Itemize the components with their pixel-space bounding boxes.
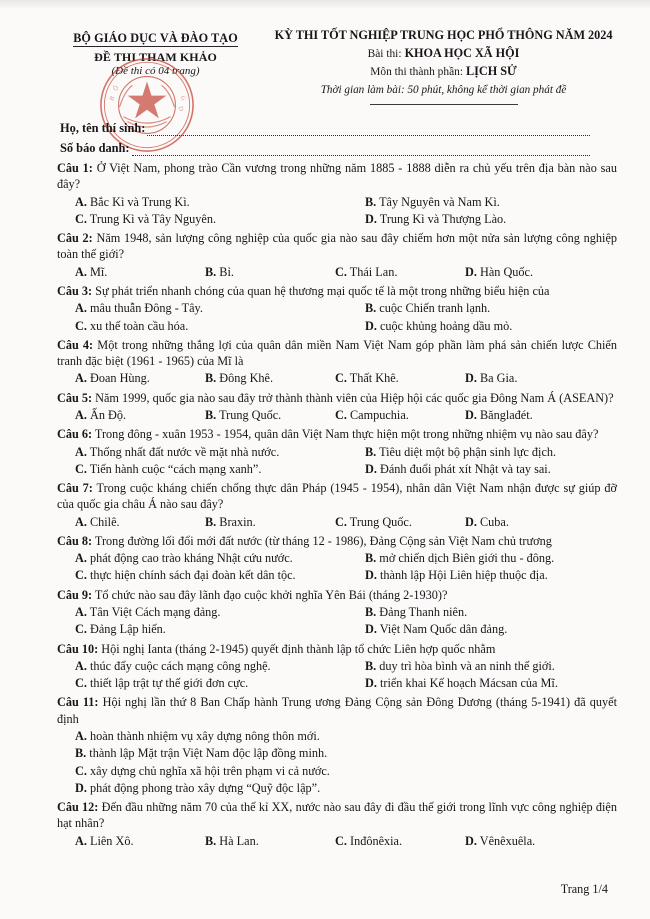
answer-option[interactable] bbox=[75, 658, 365, 674]
answer-option[interactable] bbox=[365, 658, 617, 674]
option-text: Trung Quốc. bbox=[219, 407, 282, 422]
page-footer: Trang 1/4 bbox=[560, 882, 608, 896]
question-number: Câu 10: bbox=[57, 641, 99, 656]
option-key: D. bbox=[365, 568, 377, 583]
answer-option[interactable] bbox=[75, 728, 617, 744]
question-item bbox=[57, 694, 617, 796]
option-text: Tân Việt Cách mạng đảng. bbox=[89, 605, 221, 620]
option-key: B. bbox=[205, 514, 217, 529]
option-key: D. bbox=[365, 211, 377, 226]
svg-text:Ộ: Ộ bbox=[111, 84, 121, 93]
candidate-name-fill-line[interactable] bbox=[147, 135, 590, 136]
option-text: Bănglađét. bbox=[479, 407, 533, 422]
subject-group-line bbox=[263, 46, 624, 62]
answer-option[interactable] bbox=[335, 264, 465, 280]
candidate-number-row bbox=[60, 138, 590, 158]
option-key: C. bbox=[75, 763, 87, 778]
option-text: mở chiến dịch Biên giới thu - đông. bbox=[379, 551, 555, 566]
component-subject-line bbox=[263, 64, 624, 80]
answer-option[interactable] bbox=[75, 621, 365, 637]
option-group bbox=[57, 300, 617, 334]
option-text: Hà Lan. bbox=[219, 833, 259, 848]
option-key: D. bbox=[365, 622, 377, 637]
option-key: B. bbox=[205, 833, 217, 848]
question-item bbox=[57, 426, 617, 477]
option-text: Bỉ. bbox=[219, 264, 234, 279]
question-item bbox=[57, 641, 617, 692]
candidate-number-fill-line[interactable] bbox=[132, 155, 590, 156]
option-text: Cuba. bbox=[479, 514, 509, 529]
option-text: Chilê. bbox=[89, 514, 120, 529]
option-group bbox=[57, 728, 617, 796]
option-text: Thái Lan. bbox=[349, 264, 398, 279]
question-stem bbox=[57, 160, 617, 193]
option-text: thực hiện chính sách đại đoàn kết dân tộc. bbox=[89, 568, 296, 583]
option-text: Liên Xô. bbox=[89, 833, 134, 848]
option-text: phát động phong trào xây dựng “Quỹ độc lập”. bbox=[89, 780, 321, 795]
option-key: A. bbox=[75, 551, 87, 566]
option-group bbox=[57, 407, 617, 423]
option-group bbox=[57, 444, 617, 478]
option-key: B. bbox=[365, 194, 377, 209]
option-text: Đảng Thanh niên. bbox=[379, 605, 468, 620]
answer-option[interactable] bbox=[205, 407, 335, 423]
option-key: B. bbox=[365, 301, 377, 316]
option-group bbox=[57, 264, 617, 280]
question-text: Sự phát triển nhanh chóng của quan hệ thương mại quốc tế là một trong những biểu hiện của bbox=[95, 283, 550, 298]
answer-option[interactable] bbox=[75, 318, 365, 334]
question-item bbox=[57, 337, 617, 387]
option-text: Trung Kì và Thượng Lào. bbox=[379, 211, 507, 226]
option-key: D. bbox=[465, 514, 477, 529]
question-item bbox=[57, 799, 617, 849]
option-text: cuộc Chiến tranh lạnh. bbox=[379, 301, 491, 316]
option-key: C. bbox=[335, 264, 347, 279]
option-text: Mĩ. bbox=[89, 264, 108, 279]
answer-option[interactable] bbox=[365, 194, 617, 210]
answer-option[interactable] bbox=[335, 514, 465, 530]
option-key: B. bbox=[205, 407, 217, 422]
option-group bbox=[57, 833, 617, 849]
answer-option[interactable] bbox=[75, 604, 365, 620]
answer-option[interactable] bbox=[75, 745, 617, 761]
question-stem bbox=[57, 641, 617, 657]
option-text: Bắc Kì và Trung Kì. bbox=[89, 194, 190, 209]
question-number: Câu 6: bbox=[57, 427, 93, 442]
question-number: Câu 4: bbox=[57, 337, 94, 352]
option-group bbox=[57, 658, 617, 692]
option-key: A. bbox=[75, 264, 87, 279]
option-key: B. bbox=[205, 371, 217, 386]
option-text: Vênêxuêla. bbox=[479, 833, 536, 848]
question-stem bbox=[57, 694, 617, 727]
option-text: phát động cao trào kháng Nhật cứu nước. bbox=[89, 551, 293, 566]
option-text: xây dựng chủ nghĩa xã hội trên phạm vi cả nước. bbox=[89, 763, 330, 778]
option-group bbox=[57, 550, 617, 584]
question-stem bbox=[57, 426, 617, 442]
option-key: B. bbox=[75, 746, 87, 761]
answer-option[interactable] bbox=[365, 300, 617, 316]
candidate-number-label: Số báo danh: bbox=[60, 141, 130, 156]
option-key: A. bbox=[75, 194, 87, 209]
option-key: D. bbox=[465, 833, 477, 848]
header-left-block bbox=[48, 28, 263, 79]
answer-option[interactable] bbox=[335, 370, 465, 386]
answer-option[interactable] bbox=[365, 211, 617, 227]
exam-title: KỲ THI TỐT NGHIỆP TRUNG HỌC PHỔ THÔNG NĂM 2024 bbox=[274, 28, 613, 42]
option-key: B. bbox=[365, 551, 377, 566]
option-group bbox=[57, 370, 617, 386]
question-stem bbox=[57, 480, 617, 513]
answer-option[interactable] bbox=[75, 444, 365, 460]
answer-option[interactable] bbox=[75, 763, 617, 779]
option-text: duy trì hòa bình và an ninh thế giới. bbox=[379, 658, 555, 673]
question-number: Câu 2: bbox=[57, 231, 93, 246]
question-stem bbox=[57, 390, 617, 406]
answer-option[interactable] bbox=[335, 833, 465, 849]
option-text: Việt Nam Quốc dân đảng. bbox=[379, 622, 508, 637]
question-text: Năm 1999, quốc gia nào sau đây trở thành thành viên của Hiệp hội các quốc gia Đông Nam Á (ASEAN)? bbox=[95, 390, 614, 405]
option-key: A. bbox=[75, 658, 87, 673]
option-key: D. bbox=[365, 318, 377, 333]
option-key: A. bbox=[75, 729, 87, 743]
option-key: A. bbox=[75, 371, 87, 386]
answer-option[interactable] bbox=[75, 461, 365, 477]
question-item bbox=[57, 390, 617, 424]
answer-option[interactable] bbox=[365, 675, 617, 691]
question-list bbox=[57, 160, 617, 852]
answer-option[interactable] bbox=[75, 833, 205, 849]
candidate-info-block bbox=[60, 118, 590, 158]
option-text: Thống nhất đất nước về mặt nhà nước. bbox=[89, 444, 280, 459]
option-key: D. bbox=[465, 371, 477, 386]
option-text: triển khai Kế hoạch Mácsan của Mĩ. bbox=[379, 676, 558, 691]
answer-option[interactable] bbox=[75, 780, 617, 796]
component-subject-label: Môn thi thành phần: bbox=[370, 65, 463, 78]
answer-option[interactable] bbox=[205, 833, 335, 849]
question-number: Câu 12: bbox=[57, 800, 99, 815]
option-key: A. bbox=[75, 514, 87, 529]
question-item bbox=[57, 160, 617, 227]
option-text: Tiến hành cuộc “cách mạng xanh”. bbox=[89, 461, 262, 476]
option-text: Braxin. bbox=[219, 514, 256, 529]
option-text: xu thế toàn cầu hóa. bbox=[89, 318, 189, 333]
question-item bbox=[57, 230, 617, 280]
candidate-name-label: Họ, tên thí sinh: bbox=[60, 121, 146, 135]
answer-option[interactable] bbox=[75, 264, 205, 280]
option-text: Ba Gia. bbox=[479, 371, 518, 386]
answer-option[interactable] bbox=[365, 444, 617, 460]
option-key: C. bbox=[335, 833, 347, 848]
option-key: D. bbox=[465, 264, 477, 279]
candidate-name-row bbox=[60, 118, 590, 138]
option-key: C. bbox=[75, 622, 87, 637]
answer-option[interactable] bbox=[465, 514, 617, 530]
header-divider-rule bbox=[370, 104, 518, 105]
svg-text:D: D bbox=[176, 105, 185, 112]
question-number: Câu 1: bbox=[57, 161, 93, 175]
subject-group-label: Bài thi: bbox=[367, 47, 402, 60]
answer-option[interactable] bbox=[465, 264, 617, 280]
option-key: A. bbox=[75, 444, 87, 459]
question-text: Một trong những thắng lợi của quân dân miền Nam Việt Nam góp phần làm phá sản chiến lược Chiến tranh đặc biệt (1961 - 1965) của Mĩ là bbox=[57, 337, 617, 369]
option-key: A. bbox=[75, 833, 87, 848]
ministry-name: BỘ GIÁO DỤC VÀ ĐÀO TẠO bbox=[73, 31, 238, 45]
option-key: B. bbox=[365, 605, 377, 620]
option-key: B. bbox=[365, 658, 377, 673]
question-stem bbox=[57, 799, 617, 832]
question-stem bbox=[57, 283, 617, 299]
answer-option[interactable] bbox=[205, 264, 335, 280]
exam-type-label: ĐỀ THI THAM KHẢO bbox=[94, 49, 217, 64]
answer-option[interactable] bbox=[365, 604, 617, 620]
option-text: Đánh đuổi phát xít Nhật và tay sai. bbox=[379, 461, 551, 476]
option-key: A. bbox=[75, 407, 87, 422]
answer-option[interactable] bbox=[75, 567, 365, 583]
answer-option[interactable] bbox=[75, 407, 205, 423]
option-text: Thất Khê. bbox=[349, 371, 399, 386]
exam-duration-note: Thời gian làm bài: 50 phút, không kể thời gian phát đề bbox=[320, 83, 567, 96]
answer-option[interactable] bbox=[365, 567, 617, 583]
question-text: Hội nghị lần thứ 8 Ban Chấp hành Trung ương Đảng Cộng sản Đông Dương (tháng 5-1941) đã quyết định bbox=[57, 695, 617, 726]
option-text: Hàn Quốc. bbox=[479, 264, 534, 279]
answer-option[interactable] bbox=[75, 550, 365, 566]
question-text: Năm 1948, sản lượng công nghiệp của quốc gia nào sau đây chiếm hơn một nửa sản lượng công nghiệp toàn thế giới? bbox=[57, 231, 618, 262]
question-item bbox=[57, 283, 617, 334]
option-text: hoàn thành nhiệm vụ xây dựng nông thôn mới. bbox=[89, 729, 320, 743]
question-text: Đến đầu những năm 70 của thế kỉ XX, nước nào sau đây đi đầu thế giới trong lĩnh vực công nghiệp điện hạt nhân? bbox=[57, 800, 617, 831]
option-group bbox=[57, 604, 617, 638]
question-number: Câu 7: bbox=[57, 481, 93, 496]
answer-option[interactable] bbox=[205, 514, 335, 530]
answer-option[interactable] bbox=[205, 370, 335, 386]
option-key: D. bbox=[365, 676, 377, 691]
subject-group-value: KHOA HỌC XÃ HỘI bbox=[404, 45, 520, 60]
option-key: D. bbox=[365, 461, 377, 476]
option-text: thành lập Mặt trận Việt Nam độc lập đồng minh. bbox=[89, 746, 328, 761]
question-number: Câu 3: bbox=[57, 283, 93, 298]
answer-option[interactable] bbox=[365, 621, 617, 637]
option-text: Đoan Hùng. bbox=[89, 371, 150, 386]
answer-option[interactable] bbox=[75, 211, 365, 227]
option-text: cuộc khủng hoảng dầu mỏ. bbox=[379, 318, 513, 333]
answer-option[interactable] bbox=[465, 407, 617, 423]
answer-option[interactable] bbox=[75, 514, 205, 530]
answer-option[interactable] bbox=[365, 318, 617, 334]
option-key: D. bbox=[75, 780, 87, 795]
option-text: Tiêu diệt một bộ phận sinh lực địch. bbox=[379, 444, 557, 459]
question-text: Trong đường lối đổi mới đất nước (từ tháng 12 - 1986), Đảng Cộng sản Việt Nam chủ trương bbox=[94, 533, 552, 548]
question-stem bbox=[57, 337, 617, 370]
question-item bbox=[57, 533, 617, 584]
question-text: Ở Việt Nam, phong trào Cần vương trong những năm 1885 - 1888 diễn ra chủ yếu trên địa bàn nào sau đây? bbox=[57, 161, 617, 192]
option-key: C. bbox=[75, 568, 87, 583]
answer-option[interactable] bbox=[335, 407, 465, 423]
option-text: thiết lập trật tự thế giới đơn cực. bbox=[89, 676, 249, 691]
option-key: C. bbox=[75, 461, 87, 476]
answer-option[interactable] bbox=[75, 675, 365, 691]
option-text: Trung Quốc. bbox=[349, 514, 412, 529]
option-group bbox=[57, 514, 617, 530]
question-text: Hội nghị Ianta (tháng 2-1945) quyết định thành lập tổ chức Liên hợp quốc nhằm bbox=[101, 641, 496, 656]
question-text: Tổ chức nào sau đây lãnh đạo cuộc khởi nghĩa Yên Bái (tháng 2-1930)? bbox=[94, 587, 448, 602]
option-key: C. bbox=[335, 371, 347, 386]
option-text: thành lập Hội Liên hiệp thuộc địa. bbox=[379, 568, 548, 583]
option-text: Inđônêxia. bbox=[349, 833, 403, 848]
answer-option[interactable] bbox=[365, 550, 617, 566]
question-number: Câu 5: bbox=[57, 390, 93, 405]
page-count-note: (Đề thi có 04 trang) bbox=[111, 65, 200, 78]
question-item bbox=[57, 587, 617, 638]
option-text: Đảng Lập hiến. bbox=[89, 622, 166, 637]
option-text: Tây Nguyên và Nam Kì. bbox=[379, 194, 500, 209]
option-key: D. bbox=[465, 407, 477, 422]
option-key: C. bbox=[75, 676, 87, 691]
option-text: Campuchia. bbox=[349, 407, 409, 422]
option-key: B. bbox=[205, 264, 217, 279]
header-right-block bbox=[263, 28, 624, 105]
option-key: A. bbox=[75, 301, 87, 316]
option-text: Ấn Độ. bbox=[89, 407, 127, 422]
option-key: C. bbox=[335, 514, 347, 529]
answer-option[interactable] bbox=[75, 194, 365, 210]
option-key: B. bbox=[365, 444, 377, 459]
option-key: A. bbox=[75, 605, 87, 620]
answer-option[interactable] bbox=[365, 461, 617, 477]
option-text: thúc đẩy cuộc cách mạng công nghệ. bbox=[89, 658, 271, 673]
svg-text:G: G bbox=[178, 94, 187, 103]
option-group bbox=[57, 194, 617, 228]
question-number: Câu 11: bbox=[57, 695, 99, 710]
question-item bbox=[57, 480, 617, 530]
answer-option[interactable] bbox=[465, 370, 617, 386]
svg-text:B: B bbox=[108, 94, 117, 103]
question-stem bbox=[57, 587, 617, 603]
option-key: C. bbox=[75, 211, 87, 226]
question-text: Trong cuộc kháng chiến chống thực dân Pháp (1945 - 1954), nhân dân Việt Nam nhận được sự giúp đỡ của quốc gia châu Á nào sau đây? bbox=[57, 481, 617, 512]
answer-option[interactable] bbox=[75, 300, 365, 316]
document-header bbox=[0, 28, 650, 105]
option-text: Đông Khê. bbox=[219, 371, 274, 386]
answer-option[interactable] bbox=[75, 370, 205, 386]
option-key: C. bbox=[75, 318, 87, 333]
question-text: Trong đông - xuân 1953 - 1954, quân dân Việt Nam thực hiện một trong những nhiệm vụ nào sau đây? bbox=[94, 427, 599, 442]
answer-option[interactable] bbox=[465, 833, 617, 849]
option-key: C. bbox=[335, 407, 347, 422]
question-number: Câu 8: bbox=[57, 533, 93, 548]
question-stem bbox=[57, 533, 617, 549]
component-subject-value: LỊCH SỬ bbox=[466, 63, 517, 78]
question-number: Câu 9: bbox=[57, 587, 93, 602]
option-text: mâu thuẫn Đông - Tây. bbox=[89, 301, 203, 316]
question-stem bbox=[57, 230, 617, 263]
option-text: Trung Kì và Tây Nguyên. bbox=[89, 211, 217, 226]
